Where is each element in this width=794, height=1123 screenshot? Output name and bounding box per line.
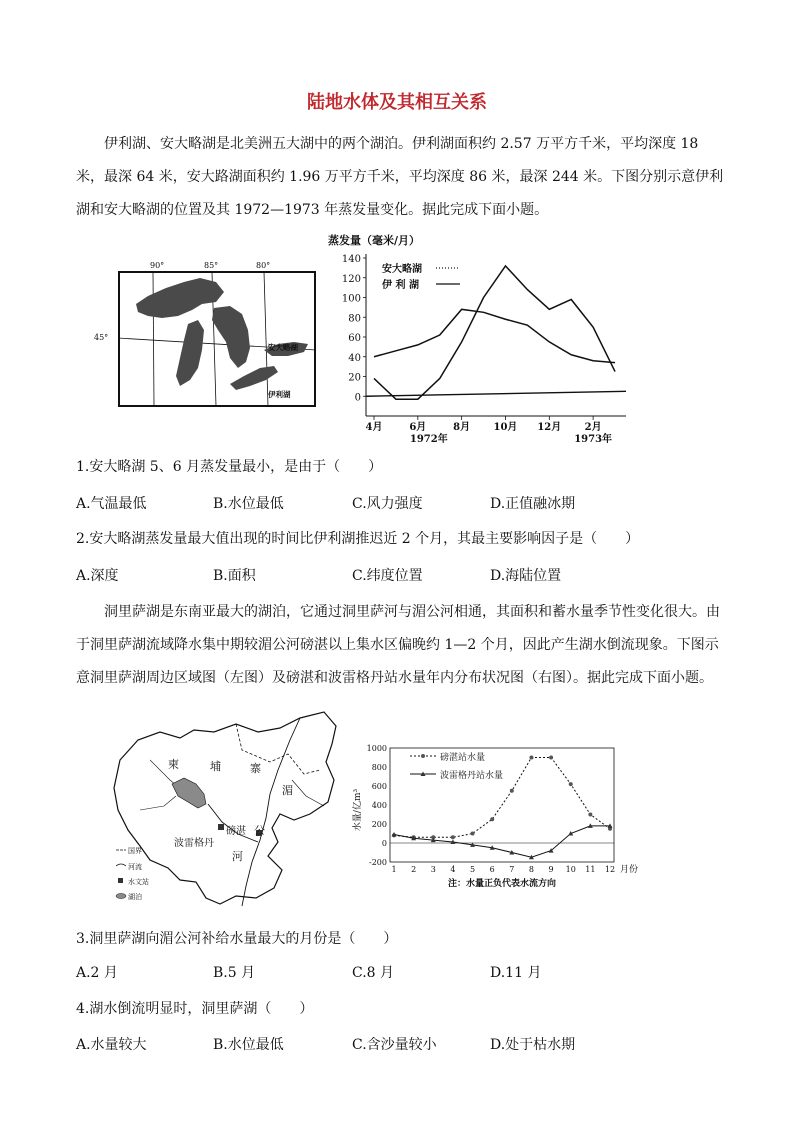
q1-option-c[interactable]: C.风力强度 [352,496,423,512]
chart2-x-tick-label: 6 [489,865,495,874]
q1-option-b[interactable]: B.水位最低 [213,496,284,512]
chart1-x-tick-label: 12月 [537,422,562,433]
chart2-x-tick-label: 1 [391,865,397,874]
chart2-point-circle [490,817,494,821]
question-3-stem: 3.洞里萨湖向湄公河补给水量最大的月份是（ ） [76,931,398,947]
chart1-baseline [366,391,626,396]
map2-legend [116,846,149,901]
label-jian: 柬 [168,758,179,771]
q2-option-d[interactable]: D.海陆位置 [490,568,562,584]
q4-option-d[interactable]: D.处于枯水期 [490,1037,576,1053]
chart2-note: 注：水量正负代表水流方向 [447,879,557,889]
chart1-y-tick-label: 60 [348,333,361,344]
q1-option-a[interactable]: A.气温最低 [76,496,147,512]
chart1-year-label: 1972年 [409,434,448,445]
chart2-y-label: 水量/亿m³ [353,788,363,832]
chart2-x-tick-label: 9 [548,865,554,874]
label-zhai: 寨 [250,762,261,775]
chart1-year-label: 1973年 [574,434,613,445]
q2-option-a[interactable]: A.深度 [76,568,119,584]
mekong-river [242,718,300,906]
cambodia-border [114,712,336,904]
chart2-point-circle [569,782,573,786]
chart2-series-line [394,758,610,838]
chart2-x-label: 月份 [620,865,639,875]
chart1-y-tick-label: 140 [341,254,361,265]
label-gong: 公 [254,824,265,837]
chart2-x-tick-label: 11 [585,865,596,874]
lon-label-90: 90° [150,261,165,270]
chart1-x-tick-label: 8月 [453,422,471,433]
q1-option-d[interactable]: D.正值融冰期 [490,496,576,512]
q2-option-c[interactable]: C.纬度位置 [352,568,423,584]
chart2-y-tick-label: 1000 [366,744,387,753]
chart2-legend-label: 磅湛站水量 [440,753,486,763]
water-volume-chart [352,740,652,900]
lon-label-85: 85° [204,261,219,270]
label-mei: 湄 [282,784,293,797]
legend-border: 国界 [128,847,142,855]
q2-option-b[interactable]: B.面积 [213,568,256,584]
q4-option-b[interactable]: B.水位最低 [213,1037,284,1053]
chart2-x-tick-label: 8 [528,865,535,874]
q4-option-c[interactable]: C.含沙量较小 [352,1037,437,1053]
chart2-x-tick-label: 12 [604,865,616,874]
chart2-x-tick-label: 4 [450,865,456,874]
chart2-y-tick-label: 600 [371,782,387,791]
chart2-legend-marker [421,754,425,758]
q3-option-a[interactable]: A.2 月 [76,965,118,981]
intro-paragraph-1: 伊利湖、安大略湖是北美洲五大湖中的两个湖泊。伊利湖面积约 2.57 万平方千米，平均深度 18 米，最深 64 米，安大路湖面积约 1.96 万平方千米，平均深度 86 米，最深 244 米。下图分别示意伊利湖和安大略湖的位置及其 1972—1973 年蒸发量变化。据此完成下面小题。 [76,136,724,218]
label-kampong-cham: 磅湛 [226,826,246,837]
chart2-x-tick-label: 5 [469,865,476,874]
chart1-x-tick-label: 4月 [365,422,383,433]
lon-label-80: 80° [256,261,271,270]
chart1-x-tick-label: 2月 [584,422,602,433]
chart2-x-tick-label: 2 [411,865,417,874]
evaporation-chart [326,232,636,444]
great-lakes-map [94,258,318,410]
label-lake-ontario: 安大略湖 [268,343,298,352]
chart1-y-tick-label: 40 [348,352,361,364]
label-he: 河 [232,850,243,863]
chart1-y-tick-label: 100 [341,293,361,305]
legend-station: 水文站 [128,878,149,886]
chart1-y-tick-label: 0 [354,392,361,404]
chart2-y-tick-label: 800 [371,763,387,772]
chart1-series-line [374,309,615,362]
chart2-point-circle [510,789,514,793]
chart2-point-circle [588,813,592,817]
chart2-series-line [394,826,610,857]
chart2-legend-label: 波雷格丹站水量 [440,771,504,781]
q3-option-d[interactable]: D.11 月 [490,965,542,981]
label-lake-erie: 伊利湖 [268,390,291,399]
tonle-sap-lake [172,778,206,808]
chart1-y-tick-label: 20 [348,372,361,384]
question-4-stem: 4.湖水倒流明显时，洞里萨湖（ ） [76,1001,314,1017]
page-title: 陆地水体及其相互关系 [307,92,487,113]
chart2-point-circle [451,835,455,839]
chart2-x-tick-label: 3 [430,865,436,874]
lao-border [236,724,320,774]
chart2-y-tick-label: -200 [369,858,387,867]
chart1-y-tick-label: 120 [341,273,361,285]
chart2-y-tick-label: 0 [381,839,387,848]
label-pu: 埔 [210,760,221,773]
prek-kdam-station [218,824,224,830]
chart2-y-tick-label: 200 [371,820,387,829]
chart1-x-tick-label: 6月 [409,422,427,433]
legend-lake: 湖泊 [128,893,142,901]
intro-paragraph-2: 洞里萨湖是东南亚最大的湖泊，它通过洞里萨河与湄公河相通，其面积和蓄水量季节性变化很大。由于洞里萨湖流域降水集中期较湄公河磅湛以上集水区偏晚约 1—2 个月，因此产生湖水倒流现象。下图示意洞里萨湖周边区域图（左图）及磅湛和波雷格丹站水量年内分布状况图（右图）。据此完成下面小题。 [76,604,720,686]
lat-label-45: 45° [94,333,109,342]
chart2-point-circle [549,756,553,760]
legend-river: 河流 [128,863,142,871]
chart2-point-circle [471,832,475,836]
tonle-sap-map [110,710,348,910]
chart1-legend-label: 安大略湖 [382,264,422,275]
chart2-y-tick-label: 400 [371,801,387,810]
chart1-title: 蒸发量（毫米/月） [328,234,421,247]
question-2-stem: 2.安大略湖蒸发量最大值出现的时间比伊利湖推迟近 2 个月，其最主要影响因子是（ ） [76,531,640,547]
chart2-point-triangle [392,832,397,837]
label-prek-kdam: 波雷格丹 [174,838,214,849]
chart2-x-tick-label: 7 [509,865,515,874]
chart1-legend-label: 伊 利 湖 [382,280,419,291]
question-1-stem: 1.安大略湖 5、6 月蒸发量最小，是由于（ ） [76,459,383,475]
q3-option-c[interactable]: C.8 月 [352,965,395,981]
chart1-y-tick-label: 80 [348,313,361,325]
chart1-x-tick-label: 10月 [493,422,518,433]
q4-option-a[interactable]: A.水量较大 [76,1037,147,1053]
chart2-point-circle [529,756,533,760]
chart2-x-tick-label: 10 [565,865,576,874]
q3-option-b[interactable]: B.5 月 [213,965,256,981]
